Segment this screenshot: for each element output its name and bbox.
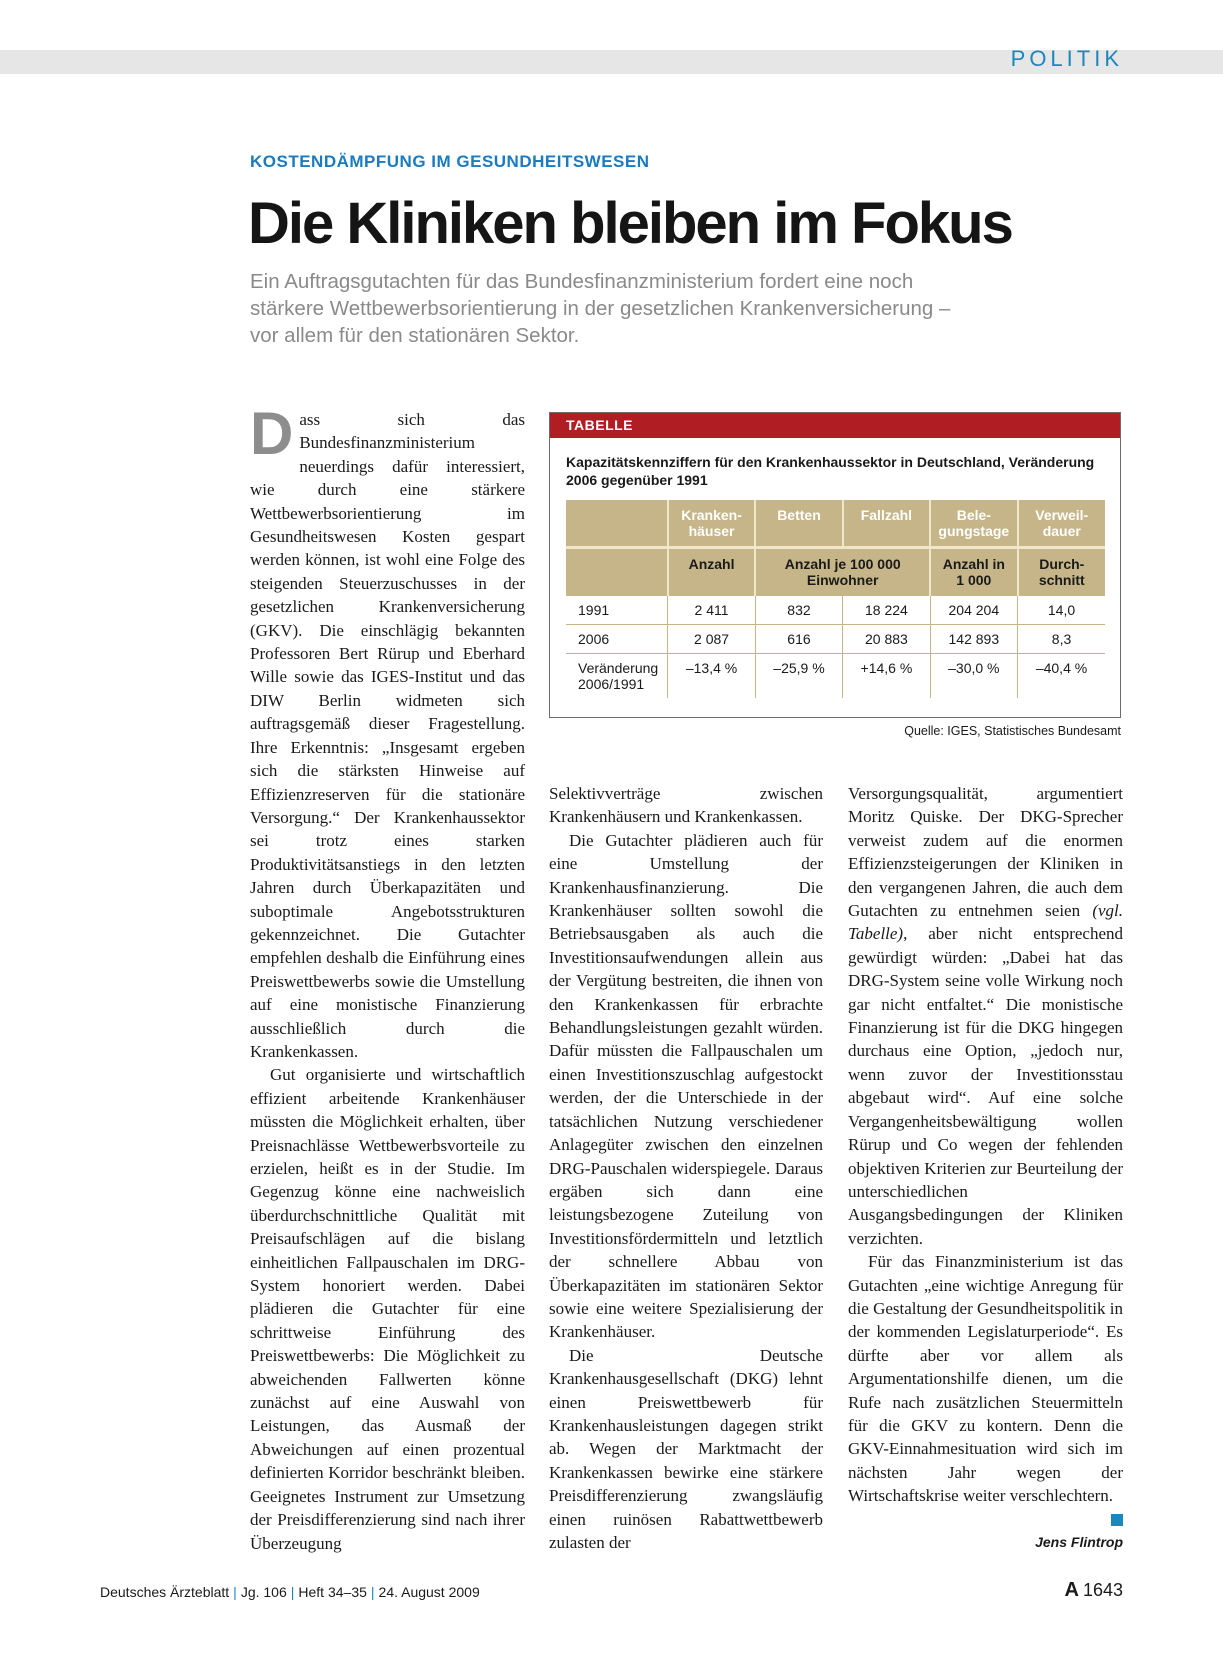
unit-anzahl: Anzahl xyxy=(668,548,755,597)
table-row xyxy=(566,654,1105,699)
text-column-3 xyxy=(848,782,1123,1526)
page-number: A 1643 xyxy=(1064,1579,1123,1601)
table-header-row xyxy=(566,500,1105,548)
row-label: 2006 xyxy=(566,625,668,654)
article-title: Die Kliniken bleiben im Fokus xyxy=(248,191,1012,256)
paragraph-4: Die Gutachter plädieren auch für eine Umstellung der Krankenhausfinanzierung. Die Krankenhäuser sollten sowohl die Betriebsausgaben als auch die Investitionsaufwendungen allein aus der Vergütung bestreiten, die ihnen von den Krankenkassen für erbrachte Behandlungsleistungen gezahlt würden. Dafür müssten die Fallpauschalen um einen Investitionszuschlag aufgestockt werden, der die Unterschiede in der tatsächlichen Nutzung verschiedener Anlagegüter zwischen den einzelnen DRG-Pauschalen widerspiegele. Daraus ergäben sich dann eine leistungsbezogene Zuteilung von Investitionsfördermitteln und letztlich der schnellere Abbau von Überkapazitäten im stationären Sektor sowie eine weitere Spezialisierung der Krankenhäuser. xyxy=(549,830,823,1342)
table-row xyxy=(566,625,1105,654)
table-cell: 8,3 xyxy=(1018,625,1105,654)
paragraph-2: Gut organisierte und wirtschaftlich effizient arbeitende Krankenhäuser müssten die Möglichkeit erhalten, über Preisnachlässe Wettbewerbsvorteile zu erzielen, heißt es in der Studie. Im Gegenzug könne eine nachweislich überdurchschnittliche Qualität mit Preisaufschlägen auf die bislang einheitlichen Fallpauschalen im DRG-System honoriert werden. Dabei plädieren die Gutachter für eine schrittweise Einführung des Preiswettbewerbs: Die Möglichkeit zu abweichenden Fallwerten könne zunächst auf eine Auswahl von Leistungen, das Ausmaß der Abweichungen auf einen prozentual definierten Korridor beschränkt bleiben. Geeignetes Instrument zur Umsetzung der Preisdifferenzierung sind nach ihrer Überzeugung xyxy=(250,1065,525,1553)
volume: Jg. 106 xyxy=(240,1584,287,1600)
table-cell: –25,9 % xyxy=(755,654,842,699)
table-cell: 2 411 xyxy=(668,596,755,625)
table-label-bar xyxy=(550,413,1120,438)
footer-citation: Deutsches Ärzteblatt | Jg. 106 | Heft 34–35 | 24. August 2009 xyxy=(100,1584,480,1600)
table-cell: 18 224 xyxy=(843,596,930,625)
unit-per-100000: Anzahl je 100 000 Einwohner xyxy=(755,548,930,597)
table-cell: 832 xyxy=(755,596,842,625)
paragraph-7: Für das Finanzministerium ist das Gutachten „eine wichtige Anregung für die Gestaltung der Gesundheitspolitik in der kommenden Legislaturperiode“. Es dürfte aber vor allem als Argumentationshilfe dienen, um die Rufe nach zusätzlichen Steuermitteln für die GKV zu kontern. Denn die GKV-Einnahmesituation wird sich im nächsten Jahr wegen der Wirtschaftskrise weiter verschlechtern. xyxy=(848,1250,1123,1507)
issue-date: 24. August 2009 xyxy=(378,1584,480,1600)
col-header-verweildauer: Verweil- dauer xyxy=(1018,500,1105,548)
table-cell: –13,4 % xyxy=(668,654,755,699)
row-label: 1991 xyxy=(566,596,668,625)
table-cell: 142 893 xyxy=(930,625,1017,654)
drop-cap: D xyxy=(250,400,294,467)
article-kicker: KOSTENDÄMPFUNG IM GESUNDHEITSWESEN xyxy=(250,152,650,171)
article-lead: Ein Auftragsgutachten für das Bundesfinanzministerium fordert eine noch stärkere Wettbewerbsorientierung in der gesetzlichen Krankenversicherung – vor allem für den stationären Sektor. xyxy=(250,270,951,347)
table-cell: 14,0 xyxy=(1018,596,1105,625)
table-caption: Kapazitätskennziffern für den Krankenhaussektor in Deutschland, Veränderung 2006 gegenüber 1991 xyxy=(566,454,1095,488)
table-cell: 2 087 xyxy=(668,625,755,654)
table-cell: –40,4 % xyxy=(1018,654,1105,699)
col-header-belegungstage: Bele- gungstage xyxy=(930,500,1017,548)
table-unit-row xyxy=(566,548,1105,597)
text-column-1 xyxy=(250,400,525,1555)
col-header-krankenhaeuser: Kranken- häuser xyxy=(668,500,755,548)
col-header-fallzahl: Fallzahl xyxy=(843,500,930,548)
capacity-table xyxy=(566,500,1105,698)
paragraph-5: Die Deutsche Krankenhausgesellschaft (DKG) lehnt einen Preiswettbewerb für Krankenhausleistungen dagegen strikt ab. Wegen der Marktmacht der Krankenkassen bewirke eine stärkere Preisdifferenzierung zwangsläufig einen ruinösen Rabattwettbewerb zulasten der xyxy=(549,1345,823,1552)
issue: Heft 34–35 xyxy=(298,1584,367,1600)
unit-durchschnitt: Durch- schnitt xyxy=(1018,548,1105,597)
table-cell: 20 883 xyxy=(843,625,930,654)
table-cell: 616 xyxy=(755,625,842,654)
journal-name: Deutsches Ärzteblatt xyxy=(100,1584,230,1600)
table-label: TABELLE xyxy=(566,417,634,433)
paragraph-3: Selektivverträge zwischen Krankenhäusern und Krankenkassen. xyxy=(549,784,823,827)
table-row xyxy=(566,596,1105,625)
section-label: POLITIK xyxy=(1010,46,1123,71)
table-cell: –30,0 % xyxy=(930,654,1017,699)
unit-in-1000: Anzahl in 1 000 xyxy=(930,548,1017,597)
table-cell: +14,6 % xyxy=(843,654,930,699)
text-column-2 xyxy=(549,782,823,1554)
author-name: Jens Flintrop xyxy=(1035,1534,1123,1550)
end-mark-icon xyxy=(1111,1514,1123,1526)
data-table-box xyxy=(549,412,1121,718)
table-cell: 204 204 xyxy=(930,596,1017,625)
paragraph-6: Versorgungsqualität, argumentiert Moritz Quiske. Der DKG-Sprecher verweist zudem auf die enormen Effizienzsteigerungen der Kliniken in den vergangenen Jahren, die auch dem Gutachten zu entnehmen seien (vgl. Tabelle), aber nicht entsprechend gewürdigt würden: „Dabei hat das DRG-System seine volle Wirkung noch gar nicht entfaltet.“ Die monistische Finanzierung ist für die DKG hingegen durchaus eine Option, „jedoch nur, wenn zuvor der Investitionsstau abgebaut wird“. Auf eine solche Vergangenheitsbewältigung wollen Rürup und Co wegen der fehlenden objektiven Kriterien zur Beurteilung der unterschiedlichen Ausgangsbedingungen der Kliniken verzichten. xyxy=(848,784,1123,1248)
paragraph-1: Dass sich das Bundesfinanzministerium neuerdings dafür interessiert, wie durch eine stärkere Wettbewerbsorientierung im Gesundheitswesen Kosten gespart werden können, ist wohl eine Folge des steigenden Steuerzuschusses in der gesetzlichen Krankenversicherung (GKV). Die einschlägig bekannten Professoren Bert Rürup und Eberhard Wille sowie das IGES-Institut und das DIW Berlin widmeten sich auftragsgemäß dieser Fragestellung. Ihre Erkenntnis: „Insgesamt ergeben sich die stärksten Hinweise auf Effizienzreserven für die stationäre Versorgung.“ Der Krankenhaussektor sei trotz eines starken Produktivitätsanstiegs in den letzten Jahren durch Überkapazitäten und suboptimale Angebotsstrukturen gekennzeichnet. Die Gutachter empfehlen deshalb die Einführung eines Preiswettbewerbs sowie die Umstellung auf eine monistische Finanzierung ausschließlich durch die Krankenkassen. xyxy=(250,400,525,1061)
col-header-betten: Betten xyxy=(755,500,842,548)
table-source: Quelle: IGES, Statistisches Bundesamt xyxy=(904,724,1121,738)
table-reference: (vgl. Tabelle) xyxy=(848,901,1123,944)
row-label: Veränderung 2006/1991 xyxy=(578,660,659,692)
